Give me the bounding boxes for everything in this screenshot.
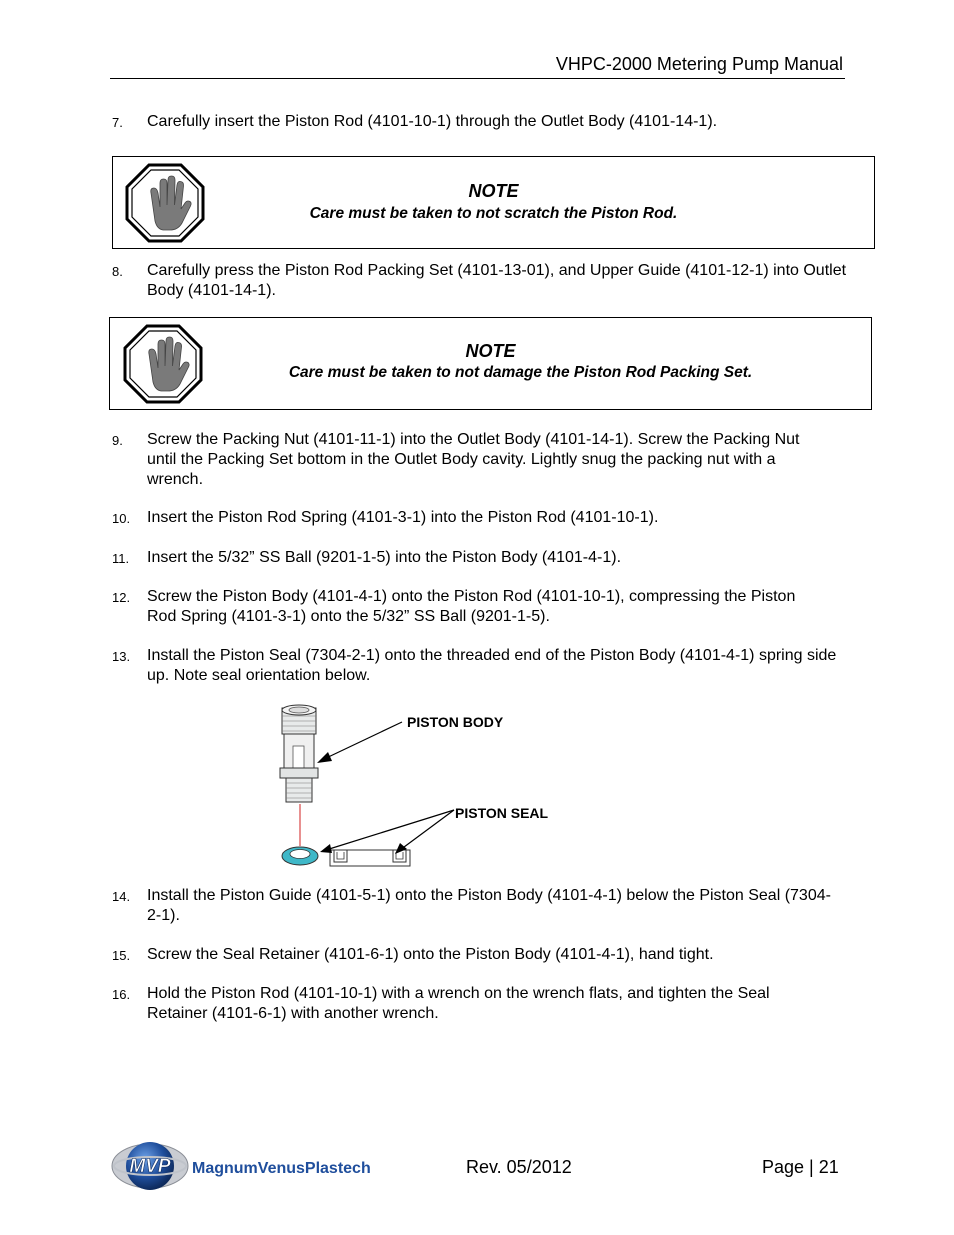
svg-text:MVP: MVP xyxy=(129,1156,171,1177)
svg-text:MagnumVenusPlastech: MagnumVenusPlastech xyxy=(192,1160,371,1177)
step-number: 13. xyxy=(112,649,131,664)
note-box-scratch xyxy=(112,156,875,249)
header-title: VHPC-2000 Metering Pump Manual xyxy=(555,54,843,74)
step-text: Insert the Piston Rod Spring (4101-3-1) into the Piston Rod (4101-10-1). xyxy=(147,509,659,526)
step-text: Screw the Piston Body (4101-4-1) onto the Piston Rod (4101-10-1), compressing the Piston Rod Spring (4101-3-1) onto the 5/32” SS Ball (9201-1-5). xyxy=(147,588,796,625)
step-text: Carefully insert the Piston Rod (4101-10-1) through the Outlet Body (4101-14-1). xyxy=(147,113,718,130)
step-number: 16. xyxy=(112,987,131,1002)
page-number: Page | 21 xyxy=(762,1157,839,1177)
step-number: 7. xyxy=(112,115,123,130)
revision-date: Rev. 05/2012 xyxy=(466,1157,572,1177)
step-text: Screw the Seal Retainer (4101-6-1) onto the Piston Body (4101-4-1), hand tight. xyxy=(147,946,714,963)
step-text: Carefully press the Piston Rod Packing Set (4101-13-01), and Upper Guide (4101-12-1) into Outlet Body (4101-14-1). xyxy=(147,262,847,299)
step-number: 11. xyxy=(112,551,130,566)
company-logo xyxy=(110,1138,400,1199)
step-number: 14. xyxy=(112,889,131,904)
piston-seal-label: PISTON SEAL xyxy=(455,805,549,821)
step-text: Hold the Piston Rod (4101-10-1) with a wrench on the wrench flats, and tighten the Seal Retainer (4101-6-1) with another wrench. xyxy=(147,985,770,1022)
step-number: 15. xyxy=(112,948,131,963)
step-number: 10. xyxy=(112,511,131,526)
step-text: Insert the 5/32” SS Ball (9201-1-5) into the Piston Body (4101-4-1). xyxy=(147,549,622,566)
note-title: NOTE xyxy=(468,181,519,201)
step-number: 9. xyxy=(112,433,123,448)
header-divider xyxy=(110,78,845,79)
step-text: Install the Piston Seal (7304-2-1) onto the threaded end of the Piston Body (4101-4-1) spring side up. Note seal orientation below. xyxy=(147,647,837,684)
note-box-packing xyxy=(109,317,872,410)
piston-seal-figure xyxy=(270,700,570,880)
note-title: NOTE xyxy=(465,341,516,361)
step-number: 12. xyxy=(112,590,131,605)
note-text: Care must be taken to not scratch the Piston Rod. xyxy=(309,205,678,222)
piston-body-label: PISTON BODY xyxy=(407,714,504,730)
step-text: Install the Piston Guide (4101-5-1) onto the Piston Body (4101-4-1) below the Piston Seal (7304-2-1). xyxy=(147,887,831,924)
step-number: 8. xyxy=(112,264,123,279)
note-text: Care must be taken to not damage the Piston Rod Packing Set. xyxy=(288,364,753,381)
stop-hand-icon xyxy=(125,163,205,243)
step-text: Screw the Packing Nut (4101-11-1) into the Outlet Body (4101-14-1). Screw the Packing Nut until the Packing Set bottom in the Outlet Body cavity. Lightly snug the packing nut with a wrench. xyxy=(147,431,800,488)
mvp-logo-icon xyxy=(110,1138,400,1194)
